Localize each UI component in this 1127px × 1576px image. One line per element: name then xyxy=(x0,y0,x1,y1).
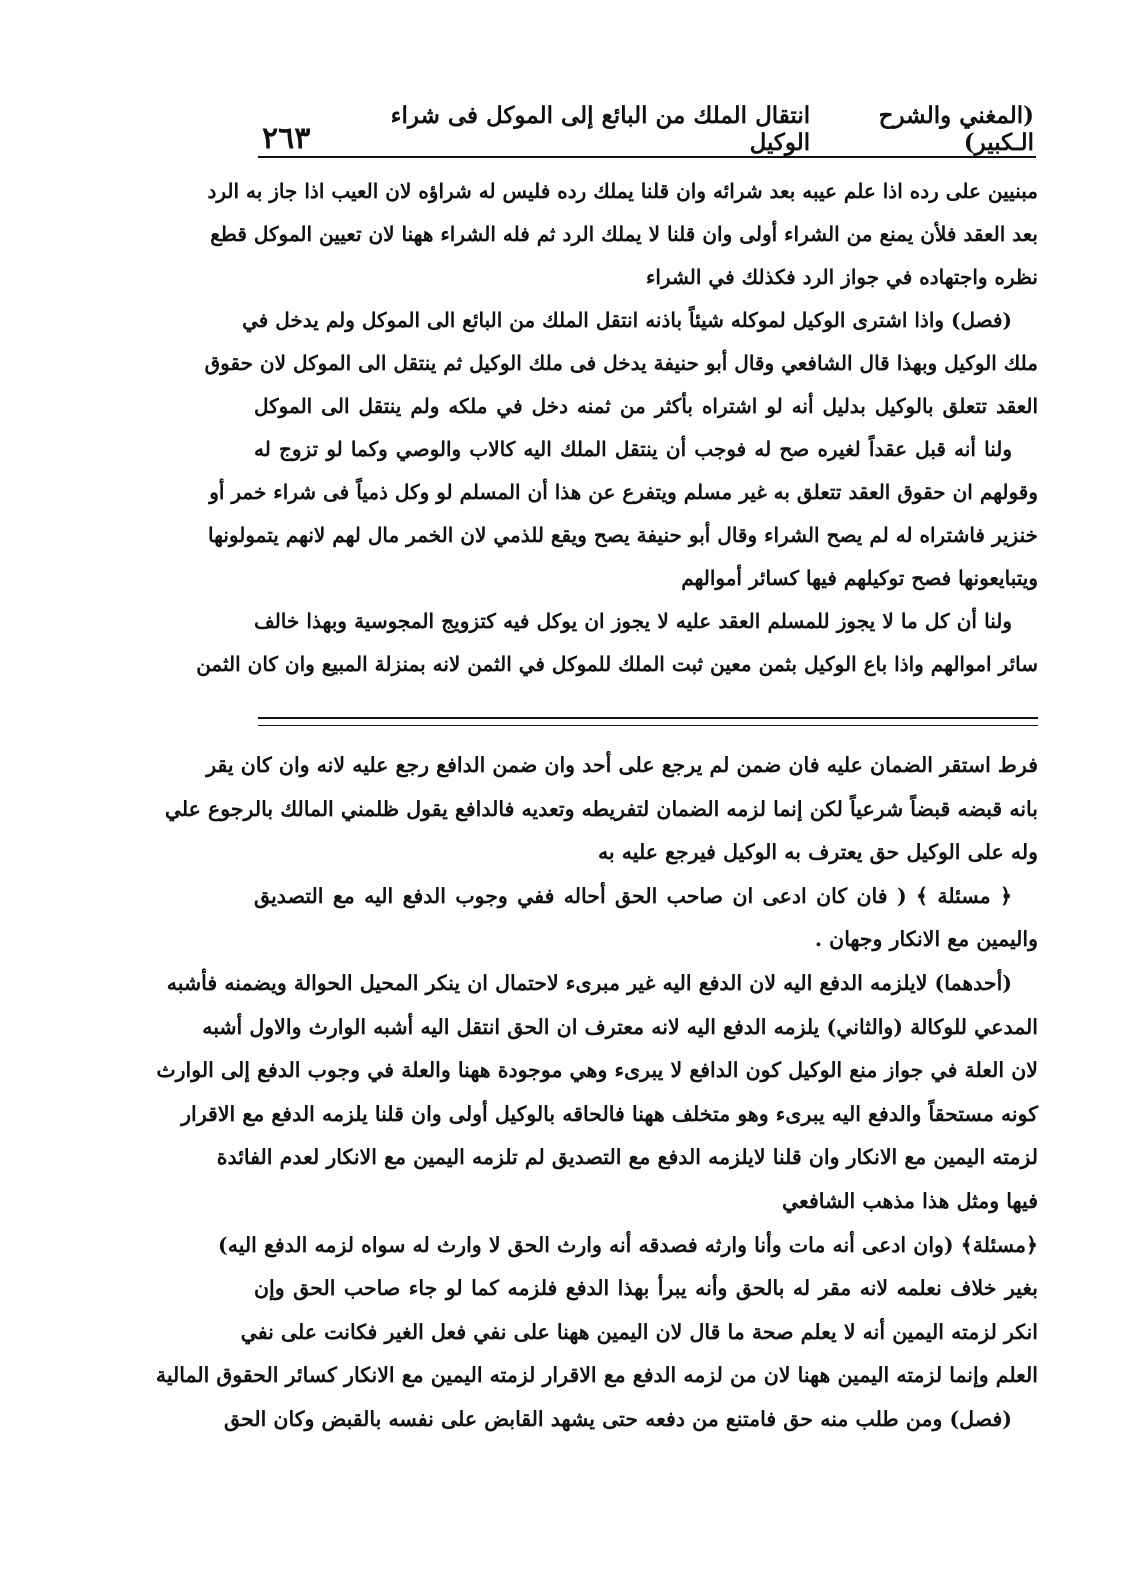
text-line: لان العلة في جواز منع الوكيل كون الدافع لا يبرىء وهي موجودة ههنا والعلة في وجوب الدفع إلى الوارث xyxy=(156,1058,1038,1083)
header-left-part xyxy=(258,102,810,156)
text-line: ولنا أنه قبل عقداً لغيره صح له فوجب أن ينتقل الملك اليه كالاب والوصي وكما لو تزوج له xyxy=(254,437,1012,461)
text-line: وله على الوكيل حق يعترف به الوكيل فيرجع عليه به xyxy=(597,840,1038,865)
header-rule xyxy=(258,156,1036,158)
text-line: خنزير فاشتراه له لم يصح الشراء وقال أبو حنيفة يصح ويقع للذمي لان الخمر مال لهم لانهم يتمولونها xyxy=(208,523,1038,547)
text-line: ﴿مسئلة﴾ (وان ادعى أنه مات وأنا وارثه فصدقه أنه وارث الحق لا وارث له سواه لزمه الدفع اليه) xyxy=(218,1232,1038,1257)
lower-text-block xyxy=(155,744,1038,1442)
text-line: نظره واجتهاده في جواز الرد فكذلك في الشراء xyxy=(645,265,1038,289)
text-line: فيها ومثل هذا مذهب الشافعي xyxy=(781,1188,1038,1213)
upper-text-block xyxy=(196,170,1038,686)
section-divider xyxy=(258,717,1038,726)
text-line: ولنا أن كل ما لا يجوز للمسلم العقد عليه لا يجوز ان يوكل فيه كتزويج المجوسية وبهذا خالف xyxy=(254,609,1012,633)
page-header xyxy=(258,102,1034,156)
text-line: كونه مستحقاً والدفع اليه يبرىء وهو متخلف ههنا فالحاقه بالوكيل أولى وان قلنا يلزمه الدفع مع الاقرار xyxy=(181,1101,1038,1126)
text-line: ملك الوكيل وبهذا قال الشافعي وقال أبو حنيفة يدخل فى ملك الوكيل ثم ينتقل الى الموكل لان حقوق xyxy=(204,351,1038,375)
text-line: (أحدهما) لايلزمه الدفع اليه لان الدفع اليه غير مبرىء لاحتمال ان ينكر المحيل الحوالة ويضمنه فأشبه xyxy=(166,970,1012,995)
text-line: المدعي للوكالة (والثاني) يلزمه الدفع اليه لانه معترف ان الحق انتقل اليه أشبه الوارث والاول أشبه xyxy=(202,1014,1038,1039)
page-number: ٢٦٣ xyxy=(262,121,311,156)
text-line: (فصل) واذا اشترى الوكيل لموكله شيئاً باذنه انتقل الملك من البائع الى الموكل ولم يدخل في xyxy=(242,308,1012,332)
text-line: العلم وإنما لزمته اليمين ههنا لان من لزمه الدفع مع الاقرار لزمته اليمين مع الانكار كسائر الحقوق المالية xyxy=(155,1363,1038,1388)
text-line: وقولهم ان حقوق العقد تتعلق به غير مسلم ويتفرع عن هذا أن المسلم لو وكل ذمياً فى شراء خمر أو xyxy=(209,480,1038,504)
text-line: واليمين مع الانكار وجهان . xyxy=(814,927,1038,952)
text-line: ﴿ مسئلة ﴾ ( فان كان ادعى ان صاحب الحق أحاله ففي وجوب الدفع اليه مع التصديق xyxy=(254,883,1012,908)
text-line: بعد العقد فلأن يمنع من الشراء أولى وان قلنا لا يملك الرد ثم فله الشراء ههنا لان تعيين الموكل قطع xyxy=(210,222,1038,246)
text-line: بانه قبضه قبضاً شرعياً لكن إنما لزمه الضمان لتفريطه وتعديه فالدافع يقول ظلمني المالك بالرجوع علي xyxy=(164,796,1038,821)
text-line: ويتبايعونها فصح توكيلهم فيها كسائر أموالهم xyxy=(681,566,1038,590)
book-title: (المغني والشرح الـكبير) xyxy=(878,102,1034,156)
text-line: بغير خلاف نعلمه لانه مقر له بالحق وأنه يبرأ بهذا الدفع فلزمه كما لو جاء صاحب الحق وإن xyxy=(254,1276,1038,1301)
text-line: (فصل) ومن طلب منه حق فامتنع من دفعه حتى يشهد القابض على نفسه بالقبض وكان الحق xyxy=(224,1406,1012,1431)
text-line: سائر اموالهم واذا باع الوكيل بثمن معين ثبت الملك للموكل في الثمن لانه بمنزلة المبيع وان كان الثمن xyxy=(196,652,1038,676)
text-line: فرط استقر الضمان عليه فان ضمن لم يرجع على أحد وان ضمن الدافع رجع عليه لانه وان كان يقر xyxy=(206,753,1038,777)
text-line: انكر لزمته اليمين أنه لا يعلم صحة ما قال لان اليمين ههنا على نفي فعل الغير فكانت على نفي xyxy=(240,1319,1038,1344)
text-line: العقد تتعلق بالوكيل بدليل أنه لو اشتراه بأكثر من ثمنه دخل في ملكه ولم ينتقل الى الموكل xyxy=(254,394,1038,418)
text-line: لزمته اليمين مع الانكار وان قلنا لايلزمه الدفع مع التصديق لم تلزمه اليمين مع الانكار لعدم الفائدة xyxy=(216,1145,1038,1170)
section-title: انتقال الملك من البائع إلى الموكل فى شراء الوكيل xyxy=(390,102,811,156)
text-line: مبنيين على رده اذا علم عيبه بعد شرائه وان قلنا يملك رده فليس له شراؤه لان العيب اذا جاز به الرد xyxy=(207,179,1038,203)
